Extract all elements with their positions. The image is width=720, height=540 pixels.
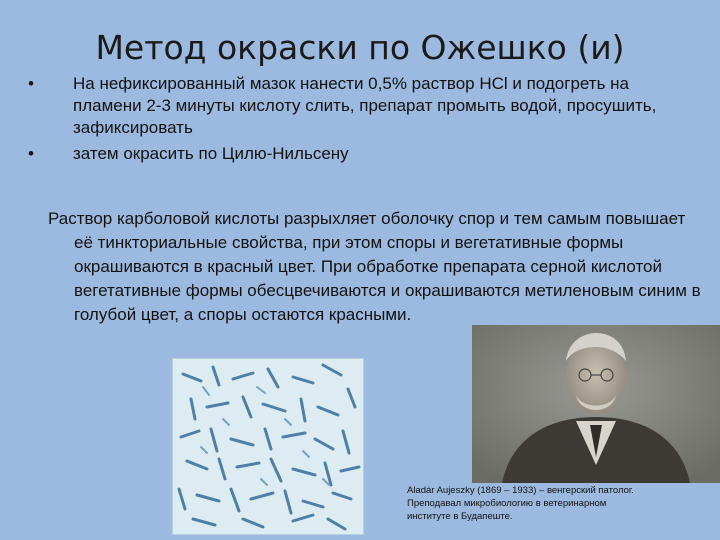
- bullet-text: На нефиксированный мазок нанести 0,5% раствор HCl и подогреть на пламени 2-3 минуты кислоту слить, препарат промыть водой, просушить, зафиксировать: [73, 74, 657, 137]
- caption-line: Aladár Aujeszky (1869 – 1933) – венгерский патолог.: [407, 485, 634, 496]
- stained-bacilli-picture: [173, 359, 363, 534]
- portrait-picture: [472, 325, 720, 483]
- microscope-image: [172, 358, 364, 535]
- bullet-marker: •: [28, 144, 34, 163]
- bullet-text: затем окрасить по Цилю-Нильсену: [73, 144, 349, 163]
- bullet-item: [28, 73, 688, 139]
- bullet-list: [28, 73, 688, 169]
- caption-line: Преподавал микробиологию в ветеринарном: [407, 498, 607, 509]
- bullet-marker: •: [28, 74, 34, 93]
- portrait-photo: [472, 325, 720, 483]
- bullet-item: [28, 143, 688, 165]
- caption-line: институте в Будапеште.: [407, 511, 513, 522]
- portrait-caption: [407, 484, 707, 523]
- body-paragraph: Раствор карболовой кислоты разрыхляет оболочку спор и тем самым повышает её тинкториальные свойства, при этом споры и вегетативные формы окрашиваются в красный цвет. При обработке препарата серной кислотой вегетативные формы обесцвечиваются и окрашиваются метиленовым синим в голубой цвет, а споры остаются красными.: [48, 209, 701, 324]
- slide-title: Метод окраски по Ожешко (и): [95, 28, 625, 67]
